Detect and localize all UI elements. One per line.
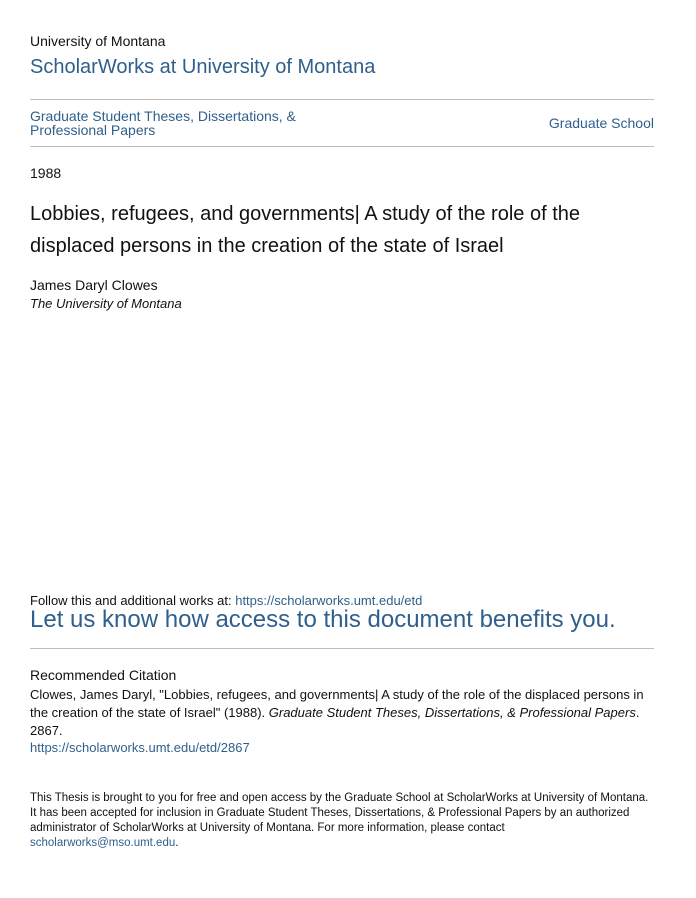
school-link[interactable]: Graduate School: [548, 115, 654, 131]
header-divider: [30, 146, 654, 147]
contact-email-link[interactable]: scholarworks@mso.umt.edu: [30, 837, 176, 849]
citation-series: Graduate Student Theses, Dissertations, & Professional Papers: [268, 705, 636, 720]
author-affiliation: The University of Montana: [30, 296, 182, 311]
access-text: This Thesis is brought to you for free and open access by the Graduate School at ScholarWorks at University of Montana. It has been accepted for inclusion in Graduate Student Theses, Dissertations, & Professional Papers by an authorized administrator of ScholarWorks at University of Montana. For more information, please contact: [30, 792, 649, 834]
document-title: Lobbies, refugees, and governments| A study of the role of the displaced persons in the creation of the state of Israel: [30, 203, 580, 257]
citation-text: [30, 686, 654, 740]
collection-link[interactable]: Graduate Student Theses, Dissertations, & Professional Papers: [30, 108, 296, 138]
citation-body: Clowes, James Daryl, "Lobbies, refugees, and governments| A study of the role of the displaced persons in the creation of the state of Israel" (1988).: [30, 687, 644, 720]
follow-prefix: Follow this and additional works at:: [30, 593, 236, 608]
benefit-feedback-link[interactable]: Let us know how access to this document benefits you.: [30, 606, 616, 633]
citation-heading: Recommended Citation: [30, 667, 177, 683]
publication-year: 1988: [30, 165, 62, 181]
top-divider: [30, 99, 654, 100]
repository-link[interactable]: ScholarWorks at University of Montana: [30, 56, 376, 78]
access-suffix: .: [175, 837, 179, 849]
citation-url-link[interactable]: https://scholarworks.umt.edu/etd/2867: [30, 740, 250, 755]
access-statement: [30, 791, 654, 851]
author-name: James Daryl Clowes: [30, 277, 158, 293]
institution-name: University of Montana: [30, 33, 166, 49]
follow-url-link[interactable]: https://scholarworks.umt.edu/etd: [235, 593, 423, 608]
citation-number: . 2867.: [30, 705, 640, 738]
citation-divider: [30, 648, 654, 649]
